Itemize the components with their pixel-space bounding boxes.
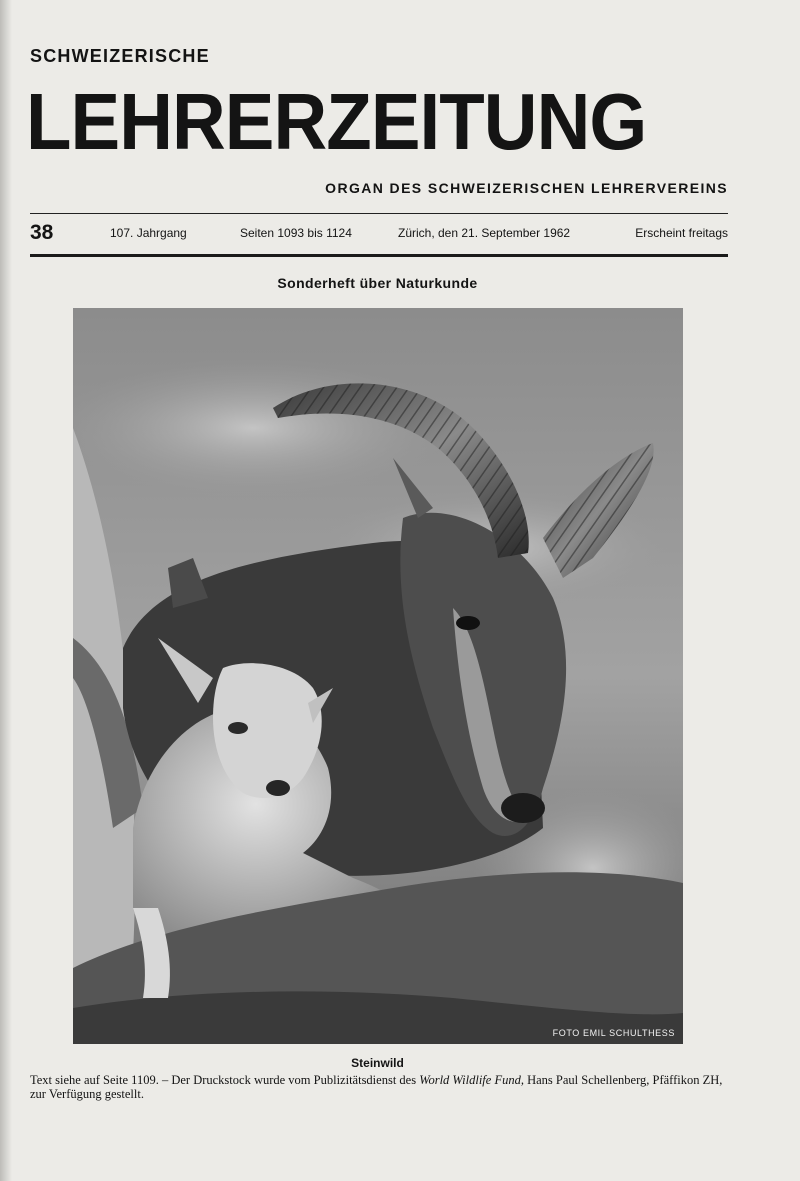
page-edge-shadow [0, 0, 12, 1181]
photo-credit: FOTO EMIL SCHULTHESS [552, 1028, 675, 1038]
header-rule-top [30, 213, 728, 214]
organ-line: ORGAN DES SCHWEIZERISCHEN LEHRERVEREINS [325, 180, 728, 196]
caption-title: Steinwild [351, 1056, 404, 1070]
issue-date: Zürich, den 21. September 1962 [398, 226, 571, 240]
caption-text-part2: Hans Paul Schellenberg, Pfäffikon ZH, zur Verfügung gestellt. [30, 1073, 723, 1101]
special-issue-title: Sonderheft über Naturkunde [277, 275, 478, 291]
caption-text-italic: World Wildlife Fund, [419, 1073, 524, 1087]
issue-number: 38 [30, 221, 54, 244]
cover-photo [73, 308, 683, 1044]
issue-jahrgang: 107. Jahrgang [110, 226, 187, 240]
caption-text [30, 1073, 730, 1101]
header-rule-bottom [30, 254, 728, 257]
masthead-title: LEHRERZEITUNG [26, 77, 647, 166]
issue-frequency: Erscheint freitags [635, 226, 728, 240]
issue-info-row [30, 218, 728, 248]
masthead-kicker: SCHWEIZERISCHE [30, 46, 210, 66]
ibex-photo-illustration [73, 308, 683, 1044]
caption-text-part1: Text siehe auf Seite 1109. – Der Druckstock wurde vom Publizitätsdienst des [30, 1073, 420, 1087]
issue-pages: Seiten 1093 bis 1124 [240, 226, 352, 240]
